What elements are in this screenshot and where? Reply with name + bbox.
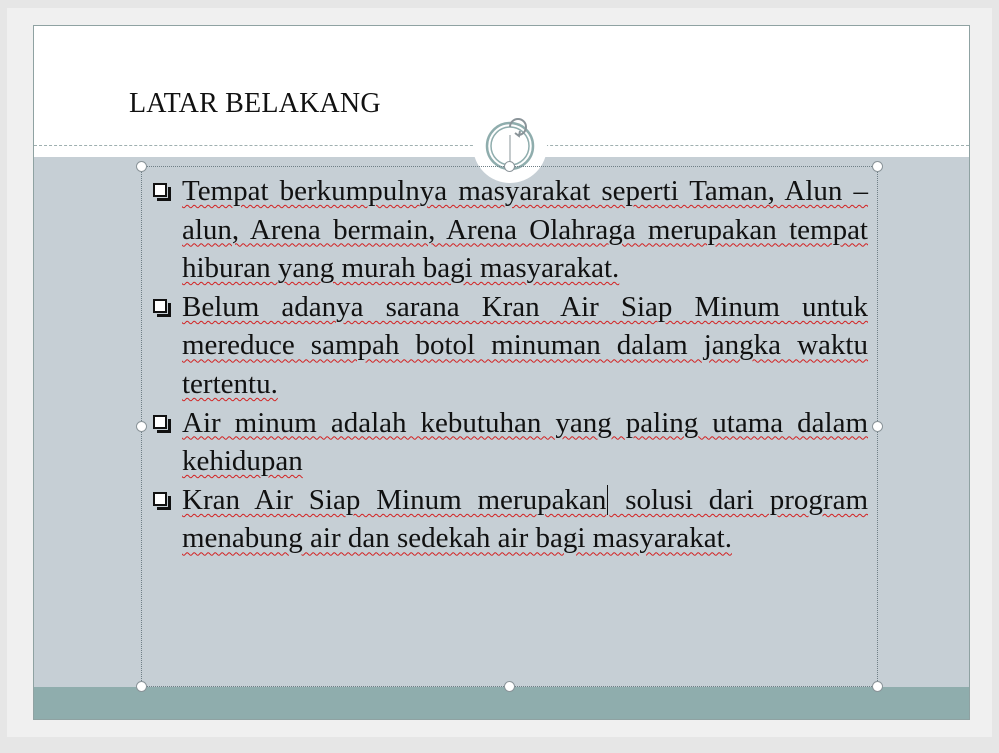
bullet-text: solusi dari program menabung air dan sedekah air bagi masyarakat.	[182, 483, 868, 555]
body-text-box[interactable]	[152, 172, 868, 558]
checkbox-bullet-icon	[153, 183, 171, 201]
slide-title[interactable]: LATAR BELAKANG	[129, 88, 381, 119]
bullet-text: Kran Air Siap Minum merupakan	[182, 483, 607, 516]
bullet-text: Tempat berkumpulnya masyarakat seperti Taman, Alun –alun, Arena bermain, Arena Olahraga merupakan tempat hiburan yang murah bagi masyarakat.	[182, 175, 868, 285]
bullet-item[interactable]	[152, 404, 868, 481]
resize-handle-top-left[interactable]	[136, 161, 147, 172]
resize-handle-bottom-left[interactable]	[136, 681, 147, 692]
bullet-item[interactable]	[152, 288, 868, 404]
resize-handle-bottom-middle[interactable]	[504, 681, 515, 692]
resize-handle-bottom-right[interactable]	[872, 681, 883, 692]
bullet-item[interactable]	[152, 481, 868, 558]
slide[interactable]	[33, 25, 970, 720]
footer-band	[34, 687, 969, 720]
resize-handle-middle-left[interactable]	[136, 421, 147, 432]
resize-handle-top-right[interactable]	[872, 161, 883, 172]
bullet-text: Air minum adalah kebutuhan yang paling utama dalam kehidupan	[182, 406, 868, 478]
bullet-text: Belum adanya sarana Kran Air Siap Minum untuk mereduce sampah botol minuman dalam jangka waktu tertentu.	[182, 290, 868, 400]
checkbox-bullet-icon	[153, 299, 171, 317]
checkbox-bullet-icon	[153, 492, 171, 510]
bullet-item[interactable]	[152, 172, 868, 288]
checkbox-bullet-icon	[153, 415, 171, 433]
resize-handle-middle-right[interactable]	[872, 421, 883, 432]
resize-handle-top-middle[interactable]	[504, 161, 515, 172]
